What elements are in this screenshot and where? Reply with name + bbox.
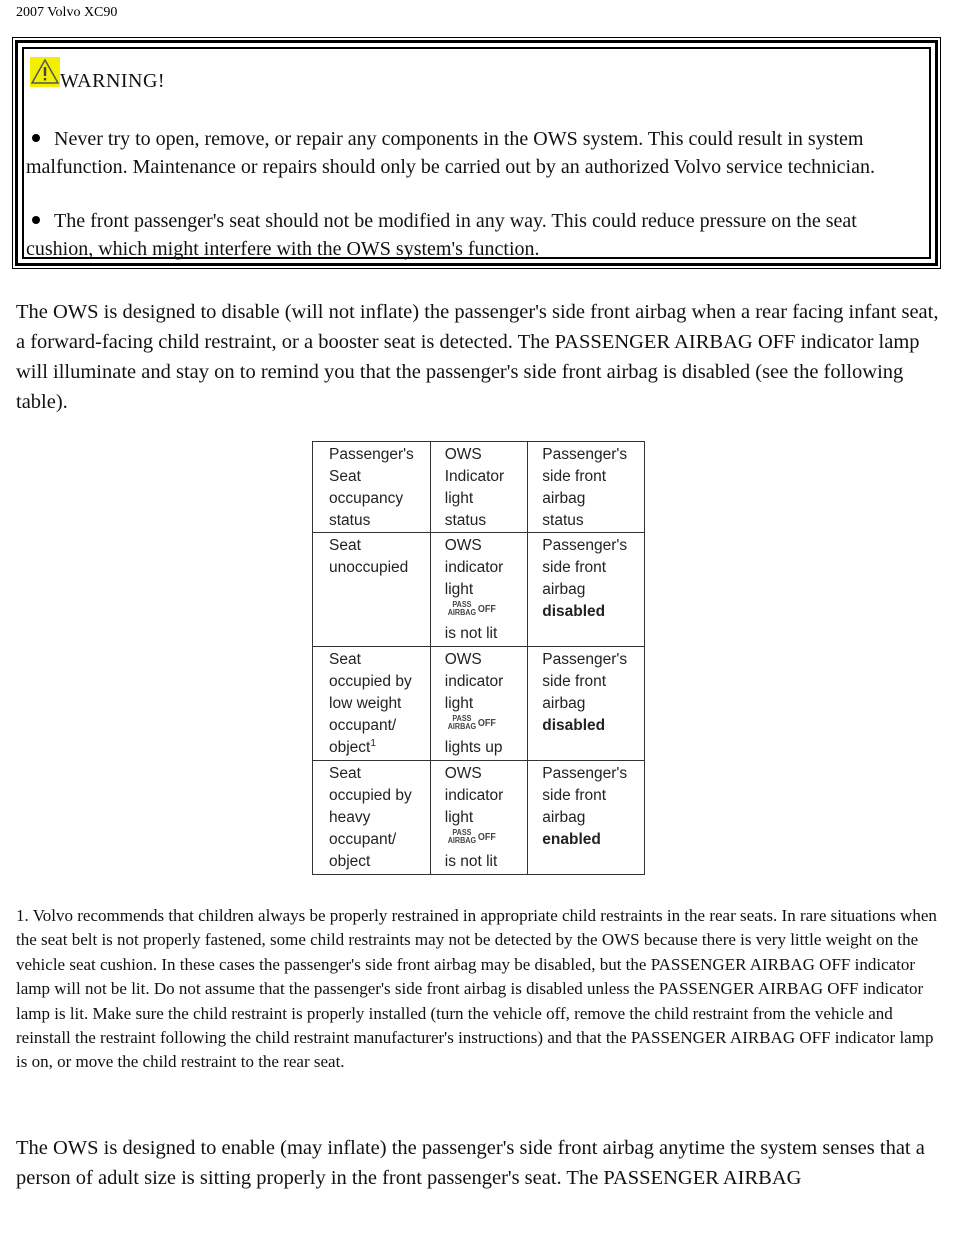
cell-indicator: OWS indicator light PASS AIRBAG OFF is not lit <box>430 761 528 875</box>
paragraph-ows-disable: The OWS is designed to disable (will not inflate) the passenger's side front airbag when a rear facing infant seat, a forward-facing child restraint, or a booster seat is detected. The PASSENGER AIRBAG OFF indicator lamp will illuminate and stay on to remind you that the passenger's side front airbag is disabled (see the following table). <box>16 301 939 413</box>
table-header-row <box>313 442 645 533</box>
footnote-child-restraints: 1. Volvo recommends that children always be properly restrained in appropriate child restraints in the rear seats. In rare situations when the seat belt is not properly fastened, some child restraints may not be detected by the OWS because there is very little weight on the vehicle seat cushion. In these cases the passenger's side front airbag may be disabled, but the PASSENGER AIRBAG OFF indicator lamp will not be lit. Do not assume that the passenger's side front airbag is disabled unless the PASSENGER AIRBAG OFF indicator lamp is lit. Make sure the child restraint is properly installed (turn the vehicle off, remove the child restraint from the vehicle and reinstall the restraint following the child restraint manufacturer's instructions) and that the PASSENGER AIRBAG OFF indicator lamp is on, or move the child restraint to the rear seat. <box>16 906 937 1072</box>
cell-indicator: OWS indicator light PASS AIRBAG OFF is not lit <box>430 533 528 647</box>
table-row <box>313 761 645 875</box>
ows-status-table <box>312 441 645 875</box>
header-ows-indicator: OWS Indicator light status <box>430 442 528 533</box>
warning-box <box>15 40 938 266</box>
footnote-marker: 1 <box>370 737 376 749</box>
passenger-airbag-off-lamp-icon: PASS AIRBAG OFF <box>447 600 496 617</box>
airbag-status-value: enabled <box>542 831 601 848</box>
cell-occupancy: Seat occupied by heavy occupant/ object <box>313 761 431 875</box>
page-header-title: 2007 Volvo XC90 <box>16 5 118 20</box>
cell-indicator: OWS indicator light PASS AIRBAG OFF lights up <box>430 647 528 761</box>
warning-bullet-2-text: The front passenger's seat should not be modified in any way. This could reduce pressure on the seat cushion, which might interfere with the OWS system's function. <box>26 210 857 260</box>
table-row <box>313 533 645 647</box>
cell-occupancy: Seat unoccupied <box>313 533 431 647</box>
airbag-status-value: disabled <box>542 603 606 620</box>
table-row <box>313 647 645 761</box>
warning-bullet-2 <box>26 207 921 263</box>
cell-airbag: Passenger's side front airbag enabled <box>528 761 645 875</box>
passenger-airbag-off-lamp-icon: PASS AIRBAG OFF <box>447 714 496 731</box>
cell-airbag: Passenger's side front airbag disabled <box>528 647 645 761</box>
header-seat-occupancy: Passenger's Seat occupancy status <box>313 442 431 533</box>
paragraph-ows-enable: The OWS is designed to enable (may inflate) the passenger's side front airbag anytime the system senses that a person of adult size is sitting properly in the front passenger's seat. The PASSENGER AIRBAG <box>16 1137 925 1189</box>
bullet-dot-icon <box>32 216 40 224</box>
bullet-dot-icon <box>32 134 40 142</box>
cell-occupancy: Seat occupied by low weight occupant/ object$^1$ <box>313 647 431 761</box>
airbag-status-value: disabled <box>542 717 606 734</box>
warning-triangle-icon <box>30 57 60 87</box>
cell-airbag: Passenger's side front airbag disabled <box>528 533 645 647</box>
warning-bullet-1 <box>26 125 921 181</box>
passenger-airbag-off-lamp-icon: PASS AIRBAG OFF <box>447 828 496 845</box>
warning-bullet-1-text: Never try to open, remove, or repair any components in the OWS system. This could result in system malfunction. Maintenance or repairs should only be carried out by an authorized Volvo service technician. <box>26 128 875 178</box>
header-airbag-status: Passenger's side front airbag status <box>528 442 645 533</box>
warning-title: WARNING! <box>60 70 166 92</box>
